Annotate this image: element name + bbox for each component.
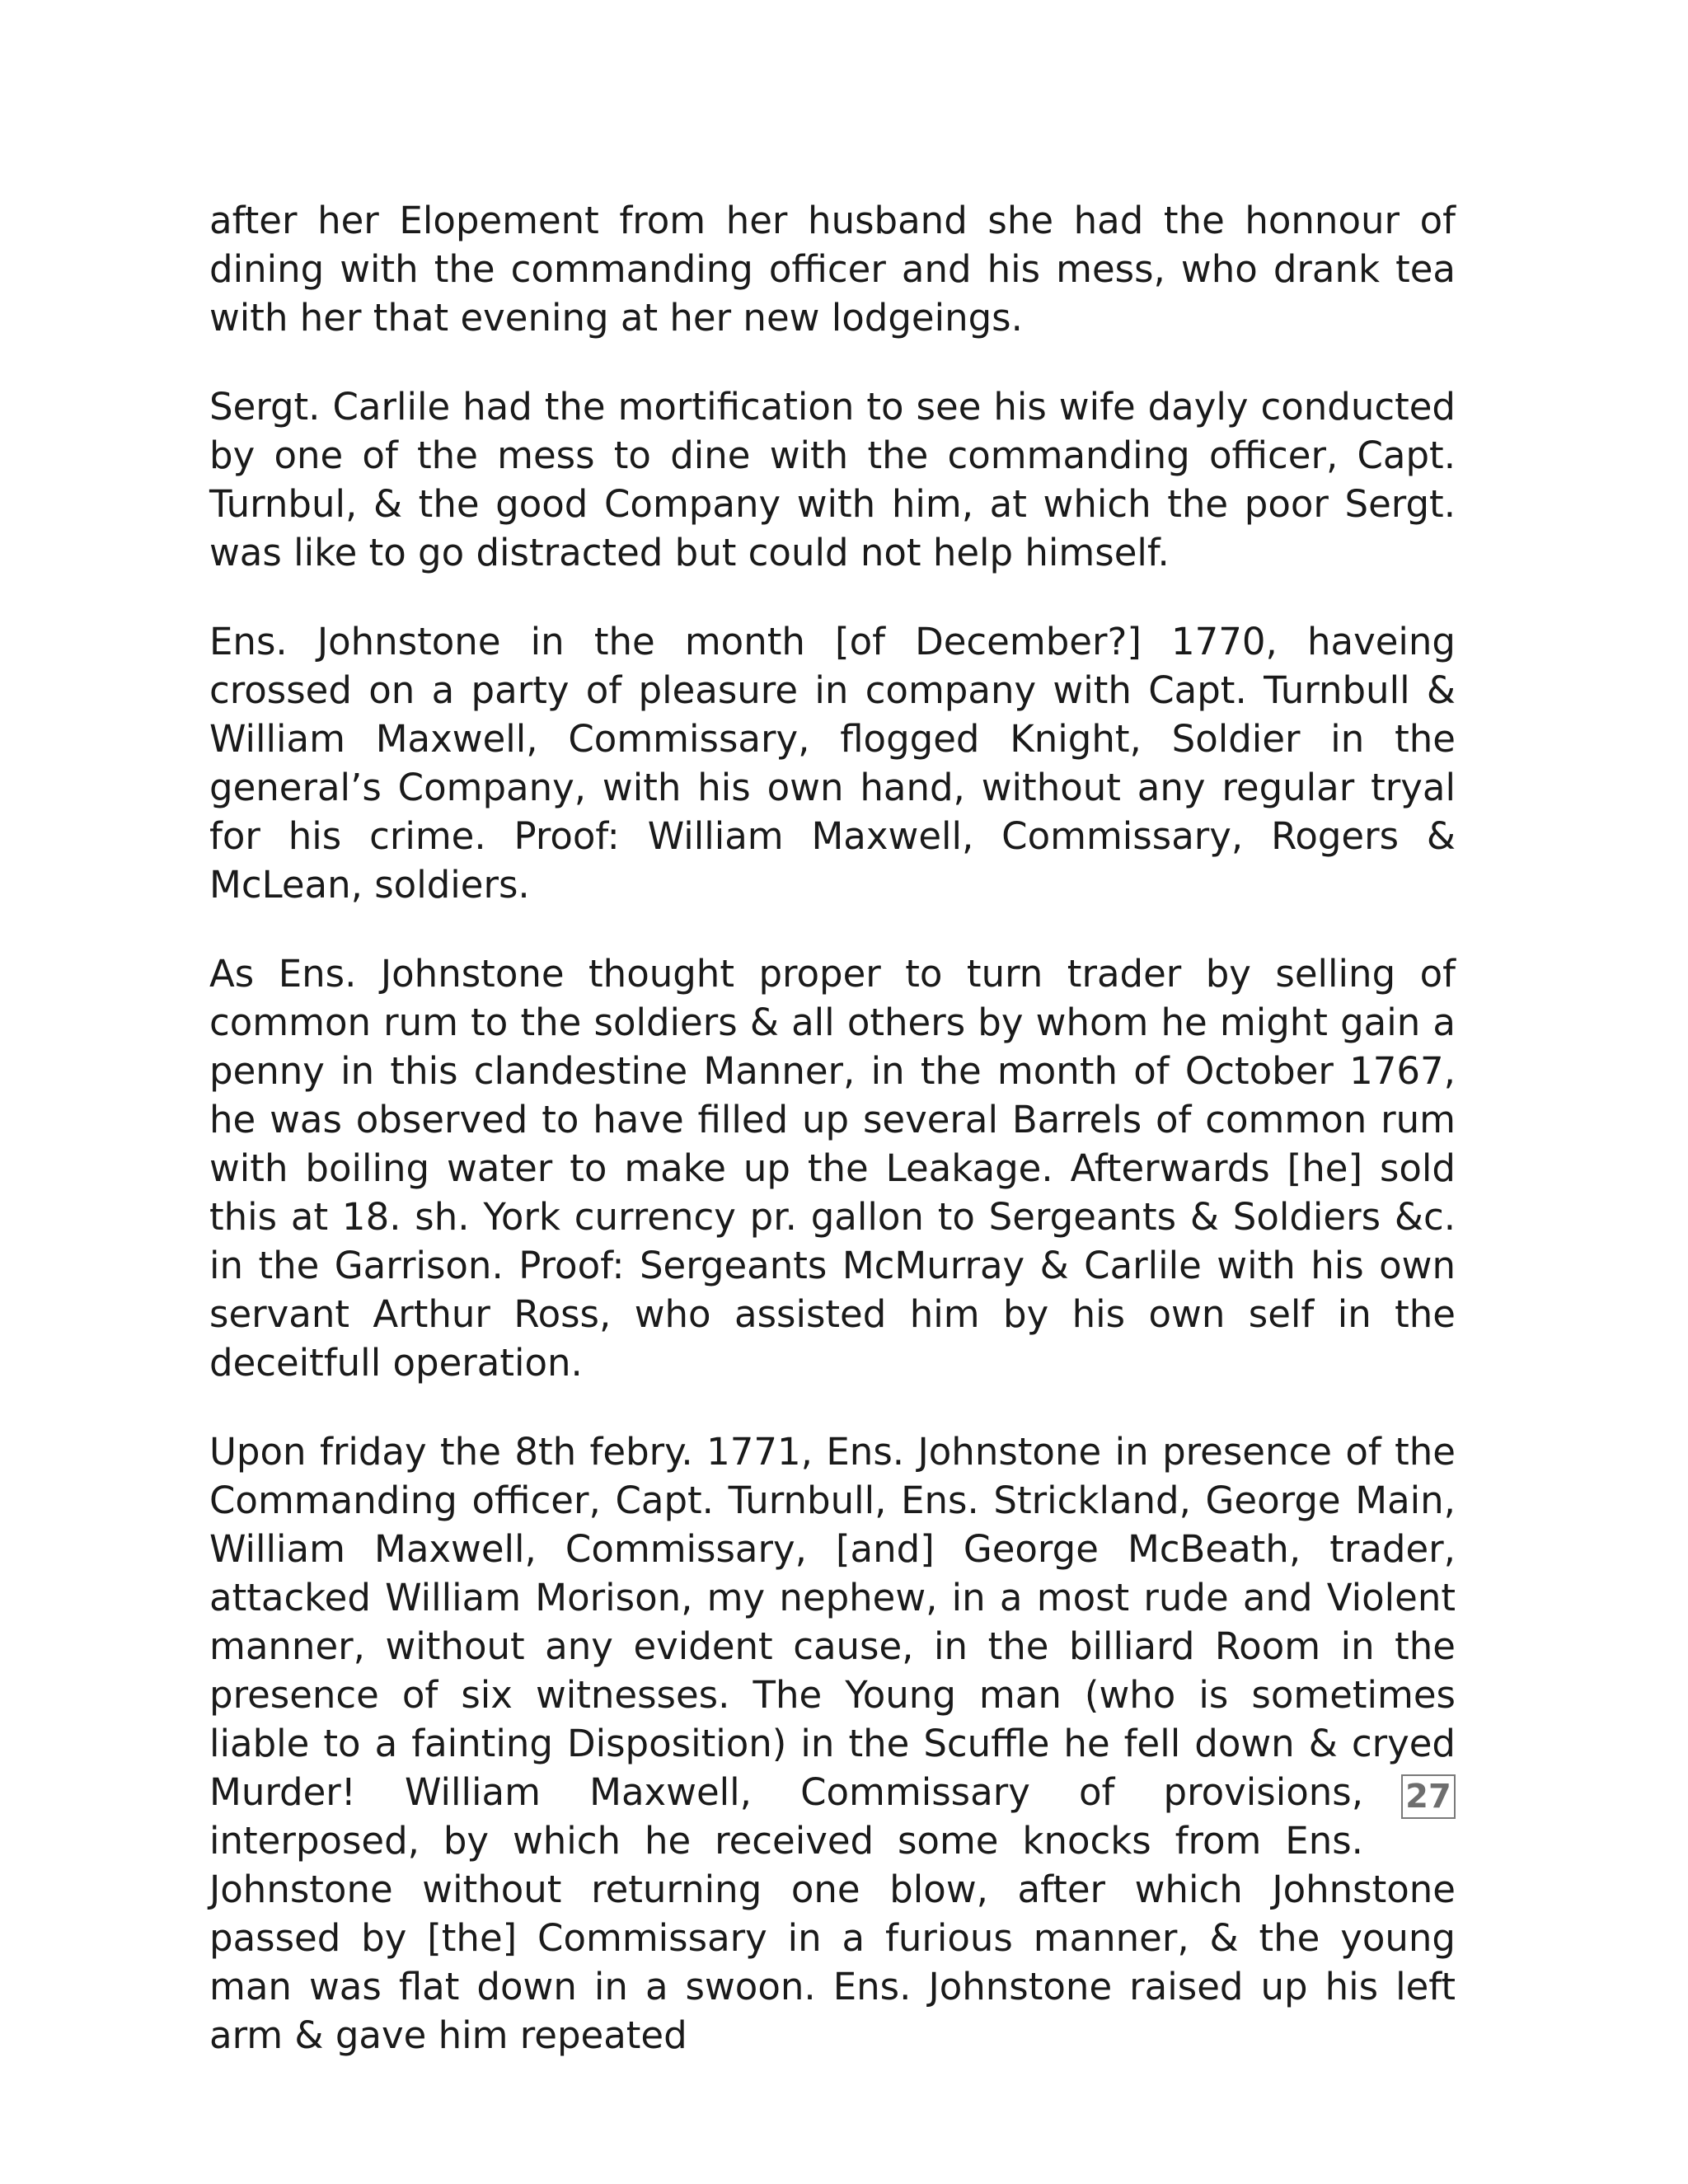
paragraph-3: Ens. Johnstone in the month [of December?] 1770, haveing crossed on a party of pleasure in company with Capt. Turnbull & William Maxwell, Commissary, flogged Knight, Soldier in the general’s Company, with his own hand, without any regular tryal for his crime. Proof: William Maxwell, Commissary, Rogers & McLean, soldiers. (209, 620, 1456, 907)
paragraph-5-part-1: Upon friday the 8th febry. 1771, Ens. Johnstone in presence of the Commanding officer, Capt. Turnbull, Ens. Strickland, George Main, William Maxwell, Commissary, [and] George McBeath, trader, attacked William Morison, my nephew, in a most rude and Violent manner, without any evident cause, in the billiard Room in the presence of six witnesses. The Young man (who is sometimes liable to a fainting Disposition) in the Scuffle he fell down & cryed Murder! (209, 1430, 1456, 1814)
paragraph-4: As Ens. Johnstone thought proper to turn trader by selling of common rum to the soldiers & all others by whom he might gain a penny in this clandestine Manner, in the month of October 1767, he was observed to have filled up several Barrels of common rum with boiling water to make up the Leakage. Afterwards [he] sold this at 18. sh. York currency pr. gallon to Sergeants & Soldiers &c. in the Garrison. Proof: Sergeants McMurray & Carlile with his own servant Arthur Ross, who assisted him by his own self in the deceitfull operation. (209, 952, 1456, 1385)
document-page (209, 196, 1456, 2100)
paragraph-5-part-2: William Maxwell, Commissary of provisions, interposed, by which he received some knocks from Ens. Johnstone without returning one blow, after which Johnstone passed by [the] Commissary in a furious manner, & the young man was flat down in a swoon. Ens. Johnstone raised up his left arm & gave him repeated (209, 1770, 1456, 2057)
paragraph-1: after her Elopement from her husband she had the honnour of dining with the commanding officer and his mess, who drank tea with her that evening at her new lodgeings. (209, 199, 1456, 340)
paragraph-5 (209, 1427, 1456, 2060)
page-number-badge: 27 (1401, 1774, 1456, 1819)
paragraph-2: Sergt. Carlile had the mortification to see his wife dayly conducted by one of the mess to dine with the commanding officer, Capt. Turnbul, & the good Company with him, at which the poor Sergt. was like to go distracted but could not help himself. (209, 385, 1456, 574)
